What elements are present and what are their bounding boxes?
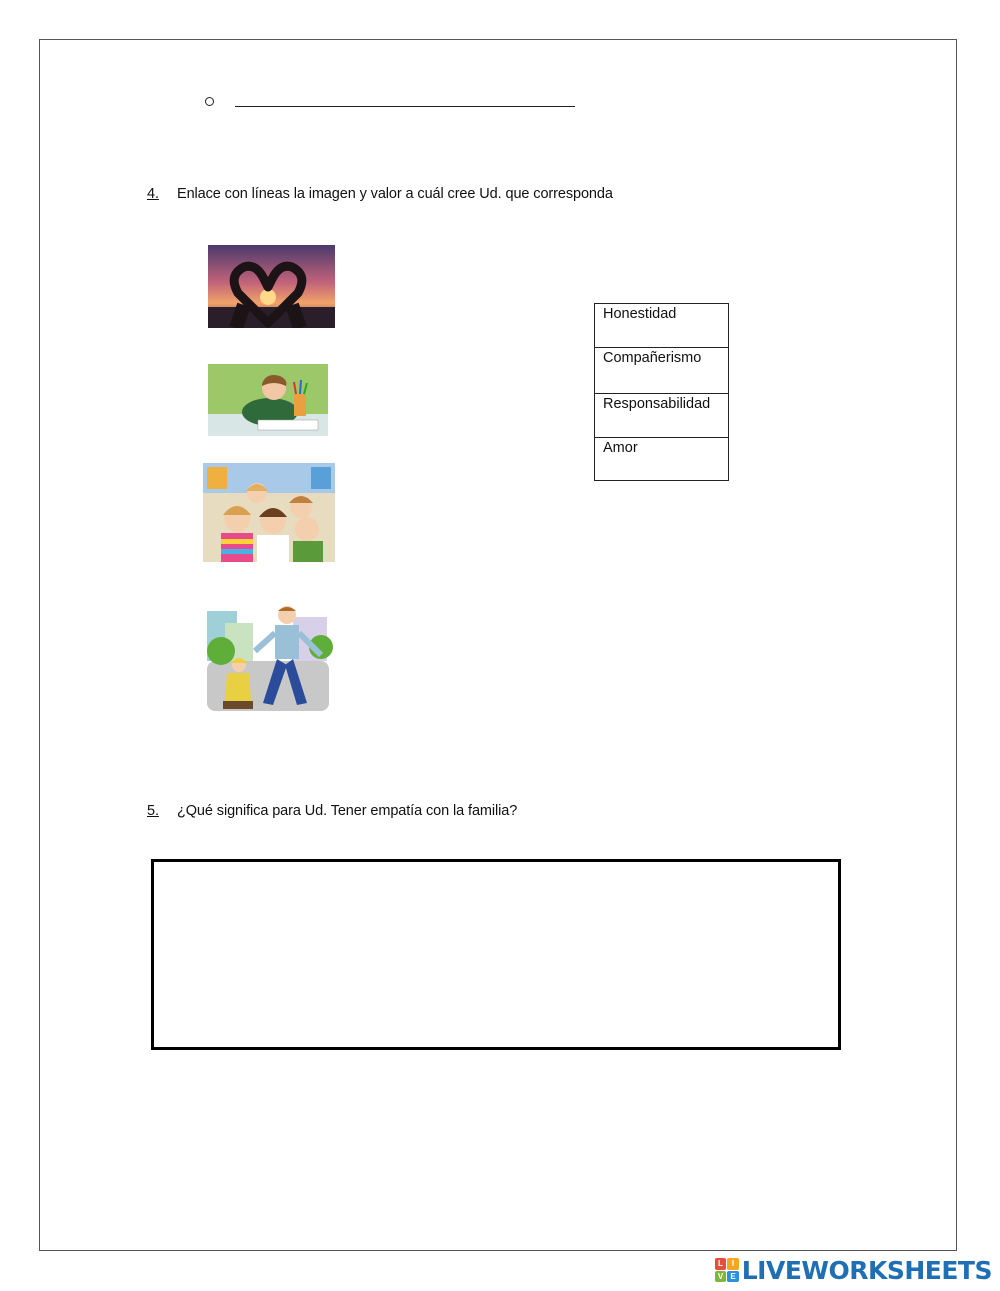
answer-text-box[interactable]: [151, 859, 841, 1050]
value-companerismo[interactable]: Compañerismo: [595, 348, 729, 394]
man-passing-child-illustration: [203, 603, 333, 717]
values-row: [595, 394, 729, 438]
liveworksheets-brand: [715, 1255, 992, 1285]
logo-letter-l: L: [715, 1258, 727, 1270]
children-group-image: [203, 463, 335, 562]
page-border: [39, 39, 957, 1251]
question-5: [147, 803, 517, 819]
answer-blank-line[interactable]: [235, 106, 575, 107]
value-responsabilidad[interactable]: Responsabilidad: [595, 394, 729, 438]
brand-name: LIVEWORKSHEETS: [741, 1255, 992, 1285]
logo-letter-e: E: [727, 1271, 739, 1283]
liveworksheets-logo-icon: [715, 1258, 739, 1282]
heart-hands-sunset-image: [208, 245, 335, 328]
values-row: [595, 304, 729, 348]
values-row: [595, 348, 729, 394]
question-5-number: 5.: [147, 803, 159, 819]
question-4-number: 4.: [147, 186, 159, 202]
boy-studying-image: [208, 364, 328, 436]
question-4-text: Enlace con líneas la imagen y valor a cuál cree Ud. que corresponda: [177, 186, 613, 202]
logo-letter-i: I: [727, 1258, 739, 1270]
value-honestidad[interactable]: Honestidad: [595, 304, 729, 348]
logo-letter-v: V: [715, 1271, 727, 1283]
values-row: [595, 438, 729, 481]
question-5-text: ¿Qué significa para Ud. Tener empatía con la familia?: [177, 803, 518, 819]
question-4: [147, 186, 613, 202]
value-amor[interactable]: Amor: [595, 438, 729, 481]
values-table: [594, 303, 729, 481]
bullet-circle-icon: [205, 97, 214, 106]
